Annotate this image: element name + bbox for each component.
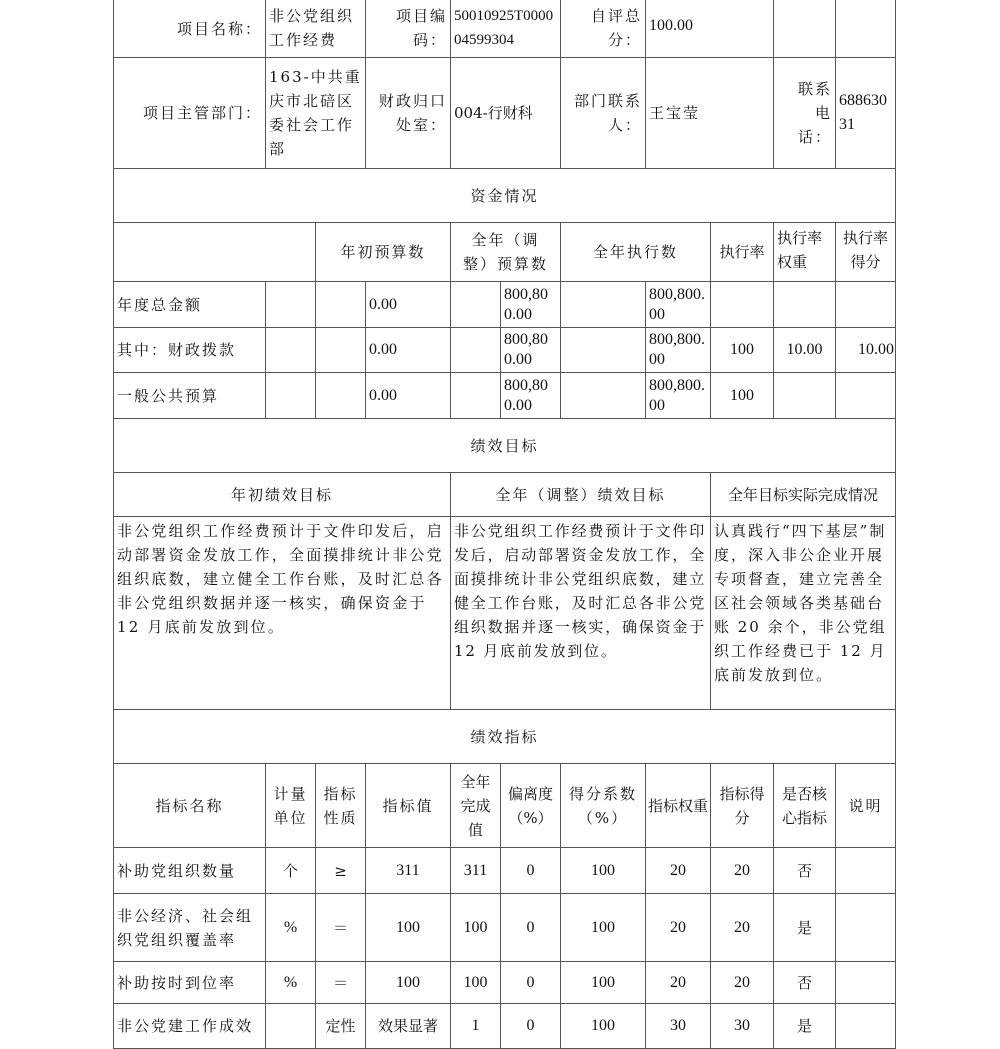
value-text: 800,800.00 bbox=[504, 376, 548, 414]
executed-value bbox=[645, 372, 711, 419]
exec-weight-value bbox=[773, 281, 836, 328]
cell-text: 0 bbox=[526, 973, 535, 991]
cell-text: 非公经济、社会组织党组织覆盖率 bbox=[117, 906, 254, 949]
header-text: 指标性质 bbox=[323, 784, 358, 827]
phone-value bbox=[835, 57, 896, 169]
value-text: 10.00 bbox=[786, 341, 823, 358]
header-actual-completion bbox=[710, 472, 896, 517]
finance-office-value bbox=[450, 57, 561, 169]
executed-value bbox=[645, 327, 711, 373]
header-text: 全年目标实际完成情况 bbox=[727, 485, 878, 504]
indicator-core bbox=[773, 893, 836, 962]
value-text: 50010925T000004599304 bbox=[454, 8, 554, 48]
cell-text: 100 bbox=[463, 973, 488, 991]
header-indicator-name bbox=[113, 763, 266, 848]
value-text: 非公党组织工作经费 bbox=[269, 7, 355, 49]
header-actual bbox=[450, 763, 501, 848]
indicator-weight bbox=[645, 961, 711, 1004]
indicator-score bbox=[710, 847, 774, 894]
contact-label bbox=[560, 57, 646, 169]
empty-cell bbox=[560, 281, 646, 328]
header-text: 计量单位 bbox=[273, 784, 308, 827]
label-text: 年度总金额 bbox=[117, 295, 203, 314]
indicator-value bbox=[365, 1003, 451, 1049]
body-text: 非公党组织工作经费预计于文件印发后，启动部署资金发放工作，全面摸排统计非公党组织底数，建立健全工作台账，及时汇总各非公党组织数据并逐一核实，确保资金于 12 月底前发放到位。 bbox=[454, 522, 707, 660]
header-exec-rate bbox=[710, 222, 774, 282]
exec-score-value bbox=[835, 327, 896, 373]
indicator-nature bbox=[315, 961, 366, 1004]
indicator-weight bbox=[645, 893, 711, 962]
cell-text: 否 bbox=[796, 861, 812, 880]
label-text: 自评总分： bbox=[590, 7, 642, 49]
header-text: 全年完成值 bbox=[460, 772, 491, 839]
header-unit bbox=[265, 763, 316, 848]
funds-section-title bbox=[113, 168, 896, 223]
cell-text: 20 bbox=[670, 861, 686, 879]
cell-text: 30 bbox=[670, 1017, 686, 1034]
cell-text: 1 bbox=[471, 1017, 480, 1034]
empty-cell bbox=[450, 327, 501, 373]
empty-cell bbox=[315, 281, 366, 328]
indicator-note bbox=[835, 893, 896, 962]
title-text: 资金情况 bbox=[470, 186, 539, 205]
value-text: 10.00 bbox=[858, 341, 894, 358]
empty-cell bbox=[265, 372, 316, 419]
value-text: 004-行财科 bbox=[454, 104, 533, 122]
indicator-nature bbox=[315, 847, 366, 894]
adjusted-budget-value bbox=[500, 372, 561, 419]
cell-text: 个 bbox=[282, 861, 298, 880]
indicator-actual bbox=[450, 961, 501, 1004]
cell-text: 30 bbox=[734, 1017, 750, 1034]
initial-budget-value bbox=[365, 281, 451, 328]
indicator-core bbox=[773, 961, 836, 1004]
cell-text: 20 bbox=[670, 973, 686, 991]
indicator-coefficient bbox=[560, 961, 646, 1004]
indicator-note bbox=[835, 847, 896, 894]
cell-text: % bbox=[283, 918, 298, 936]
empty-header-cell bbox=[113, 222, 316, 282]
header-text: 全年（调整）绩效目标 bbox=[495, 485, 666, 504]
indicator-name bbox=[113, 847, 266, 894]
indicator-unit bbox=[265, 1003, 316, 1049]
header-adjusted-budget bbox=[450, 222, 561, 282]
cell-text: 0 bbox=[526, 1017, 535, 1034]
header-note bbox=[835, 763, 896, 848]
header-initial-goal bbox=[113, 472, 451, 517]
actual-completion-text bbox=[710, 516, 896, 710]
cell-text: ≥ bbox=[334, 861, 347, 880]
empty-cell bbox=[560, 372, 646, 419]
row-label bbox=[113, 372, 266, 419]
value-text: 68863031 bbox=[839, 92, 887, 133]
label-text: 项目主管部门： bbox=[142, 104, 262, 122]
value-text: 800,800.00 bbox=[649, 331, 705, 368]
indicator-weight bbox=[645, 1003, 711, 1049]
header-exec-weight bbox=[773, 222, 836, 282]
row-label bbox=[113, 281, 266, 328]
cell-text: 100 bbox=[591, 918, 615, 936]
empty-cell bbox=[450, 372, 501, 419]
indicator-unit bbox=[265, 847, 316, 894]
value-text: 800,800.00 bbox=[649, 285, 705, 323]
goals-section-title bbox=[113, 418, 896, 473]
title-text: 绩效指标 bbox=[470, 727, 539, 746]
indicator-note bbox=[835, 961, 896, 1004]
contact-value bbox=[645, 57, 774, 169]
header-exec-score bbox=[835, 222, 896, 282]
header-adjusted-goal bbox=[450, 472, 711, 517]
empty-cell bbox=[773, 0, 836, 58]
header-text: 得分系数（%） bbox=[568, 784, 637, 827]
value-text: 100 bbox=[730, 341, 754, 358]
cell-text: 否 bbox=[796, 973, 812, 992]
cell-text: % bbox=[283, 973, 298, 991]
adjusted-budget-value bbox=[500, 281, 561, 328]
indicator-score bbox=[710, 1003, 774, 1049]
adjusted-budget-value bbox=[500, 327, 561, 373]
empty-cell bbox=[315, 327, 366, 373]
label-text: 财政归口处室： bbox=[378, 92, 447, 134]
header-text: 指标名称 bbox=[155, 796, 224, 815]
header-value bbox=[365, 763, 451, 848]
indicator-coefficient bbox=[560, 847, 646, 894]
dept-value bbox=[265, 57, 366, 169]
cell-text: 100 bbox=[591, 973, 615, 991]
project-code-value bbox=[450, 0, 561, 58]
exec-score-value bbox=[835, 372, 896, 419]
value-text: 800,800.00 bbox=[504, 285, 548, 323]
value-text: 0.00 bbox=[369, 295, 397, 313]
exec-weight-value bbox=[773, 372, 836, 419]
row-label bbox=[113, 327, 266, 373]
indicator-weight bbox=[645, 847, 711, 894]
label-text: 部门联系人： bbox=[573, 92, 642, 134]
header-text: 指标得分 bbox=[719, 784, 765, 827]
cell-text: 20 bbox=[734, 918, 750, 936]
indicator-name bbox=[113, 893, 266, 962]
label-text: 联系电话： bbox=[797, 80, 832, 146]
indicator-score bbox=[710, 893, 774, 962]
empty-cell bbox=[265, 281, 316, 328]
cell-text: ＝ bbox=[332, 973, 348, 992]
cell-text: 0 bbox=[526, 918, 535, 936]
exec-rate-value bbox=[710, 281, 774, 328]
empty-cell bbox=[560, 327, 646, 373]
cell-text: 100 bbox=[591, 1017, 615, 1034]
cell-text: 0 bbox=[526, 861, 535, 879]
cell-text: 311 bbox=[396, 861, 420, 879]
indicator-coefficient bbox=[560, 1003, 646, 1049]
value-text: 800,800.00 bbox=[649, 376, 705, 414]
header-text: 执行率得分 bbox=[842, 229, 888, 271]
cell-text: 311 bbox=[463, 861, 488, 879]
indicator-actual bbox=[450, 1003, 501, 1049]
finance-office-label bbox=[365, 57, 451, 169]
indicator-deviation bbox=[500, 1003, 561, 1049]
indicator-actual bbox=[450, 847, 501, 894]
header-executed bbox=[560, 222, 711, 282]
label-text: 其中：财政拨款 bbox=[117, 341, 237, 359]
exec-rate-value bbox=[710, 327, 774, 373]
adjusted-goal-text bbox=[450, 516, 711, 710]
value-text: 163-中共重庆市北碚区委社会工作部 bbox=[269, 68, 362, 158]
header-score bbox=[710, 763, 774, 848]
header-text: 年初绩效目标 bbox=[230, 485, 333, 504]
cell-text: 补助按时到位率 bbox=[117, 973, 237, 992]
value-text: 0.00 bbox=[369, 341, 397, 358]
exec-weight-value bbox=[773, 327, 836, 373]
label-text: 一般公共预算 bbox=[117, 386, 220, 405]
header-text: 指标值 bbox=[382, 796, 434, 815]
empty-cell bbox=[315, 372, 366, 419]
value-text: 100 bbox=[730, 386, 754, 404]
indicator-deviation bbox=[500, 893, 561, 962]
value-text: 王宝莹 bbox=[649, 104, 701, 122]
initial-goal-text bbox=[113, 516, 451, 710]
exec-score-value bbox=[835, 281, 896, 328]
indicator-core bbox=[773, 847, 836, 894]
indicator-core bbox=[773, 1003, 836, 1049]
header-text: 全年执行数 bbox=[592, 243, 678, 261]
initial-budget-value bbox=[365, 372, 451, 419]
cell-text: 20 bbox=[670, 918, 686, 936]
indicator-value bbox=[365, 961, 451, 1004]
body-text: 认真践行“四下基层”制度，深入非公企业开展专项督查，建立完善全区社会领域各类基础台账 20 余个，非公党组织工作经费已于 12 月底前发放到位。 bbox=[714, 522, 887, 684]
header-core bbox=[773, 763, 836, 848]
project-name-value bbox=[265, 0, 366, 58]
empty-cell bbox=[835, 0, 896, 58]
indicator-unit bbox=[265, 961, 316, 1004]
header-initial-budget bbox=[315, 222, 451, 282]
project-name-label bbox=[113, 0, 266, 58]
cell-text: 100 bbox=[591, 861, 615, 879]
cell-text: ＝ bbox=[332, 918, 348, 937]
body-text: 非公党组织工作经费预计于文件印发后，启动部署资金发放工作，全面摸排统计非公党组织底数，建立健全工作台账，及时汇总各非公党组织数据并逐一核实，确保资金于 12 月底前发放到位。 bbox=[117, 522, 444, 636]
empty-cell bbox=[450, 281, 501, 328]
indicator-nature bbox=[315, 893, 366, 962]
value-text: 100.00 bbox=[649, 16, 693, 34]
label-text: 项目名称： bbox=[176, 19, 262, 38]
value-text: 0.00 bbox=[369, 386, 397, 404]
header-text: 偏离度（%） bbox=[507, 784, 553, 827]
phone-label bbox=[773, 57, 836, 169]
indicator-unit bbox=[265, 893, 316, 962]
cell-text: 定性 bbox=[325, 1017, 356, 1035]
cell-text: 补助党组织数量 bbox=[117, 861, 237, 880]
header-deviation bbox=[500, 763, 561, 848]
header-text: 执行率权重 bbox=[777, 229, 823, 271]
exec-rate-value bbox=[710, 372, 774, 419]
header-text: 指标权重 bbox=[648, 796, 709, 815]
header-text: 说明 bbox=[848, 796, 883, 815]
cell-text: 100 bbox=[396, 918, 420, 936]
header-text: 年初预算数 bbox=[340, 243, 426, 261]
initial-budget-value bbox=[365, 327, 451, 373]
cell-text: 20 bbox=[734, 973, 750, 991]
header-nature bbox=[315, 763, 366, 848]
indicator-nature bbox=[315, 1003, 366, 1049]
dept-label bbox=[113, 57, 266, 169]
cell-text: 100 bbox=[396, 973, 420, 991]
indicator-name bbox=[113, 1003, 266, 1049]
executed-value bbox=[645, 281, 711, 328]
label-text: 项目编码： bbox=[395, 7, 447, 49]
cell-text: 是 bbox=[796, 918, 812, 937]
indicator-name bbox=[113, 961, 266, 1004]
value-text: 800,800.00 bbox=[504, 331, 548, 368]
indicator-deviation bbox=[500, 847, 561, 894]
title-text: 绩效目标 bbox=[470, 436, 539, 455]
project-code-label bbox=[365, 0, 451, 58]
indicator-value bbox=[365, 847, 451, 894]
cell-text: 100 bbox=[463, 918, 488, 936]
header-text: 是否核心指标 bbox=[781, 784, 827, 827]
self-score-value bbox=[645, 0, 774, 58]
indicator-score bbox=[710, 961, 774, 1004]
cell-text: 效果显著 bbox=[377, 1017, 438, 1035]
cell-text: 是 bbox=[796, 1017, 812, 1035]
cell-text: 非公党建工作成效 bbox=[117, 1017, 254, 1035]
indicators-section-title bbox=[113, 709, 896, 764]
header-weight bbox=[645, 763, 711, 848]
indicator-deviation bbox=[500, 961, 561, 1004]
header-text: 执行率 bbox=[719, 243, 765, 261]
indicator-coefficient bbox=[560, 893, 646, 962]
header-text: 全年（调整）预算数 bbox=[462, 231, 548, 273]
self-score-label bbox=[560, 0, 646, 58]
indicator-actual bbox=[450, 893, 501, 962]
header-coefficient bbox=[560, 763, 646, 848]
cell-text: 20 bbox=[734, 861, 750, 879]
indicator-note bbox=[835, 1003, 896, 1049]
indicator-value bbox=[365, 893, 451, 962]
empty-cell bbox=[265, 327, 316, 373]
